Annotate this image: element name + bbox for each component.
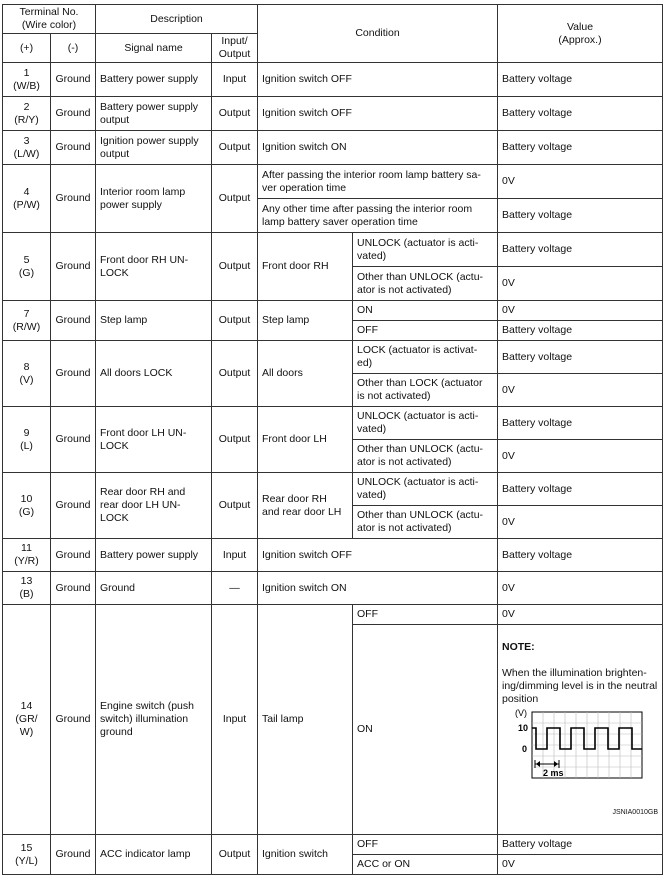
ground-cell: Ground (51, 301, 96, 341)
signal-name-cell: All doors LOCK (96, 341, 212, 407)
ground-cell: Ground (51, 165, 96, 233)
signal-name-cell: Front door RH UN- LOCK (96, 233, 212, 301)
sub-condition-cell: Other than UNLOCK (actu- ator is not activated) (353, 267, 498, 301)
terminal-cell: 13 (B) (3, 572, 51, 605)
sub-condition-cell: OFF (353, 605, 498, 625)
value-cell: Battery voltage (498, 233, 663, 267)
terminal-table (2, 4, 663, 875)
header-terminal-no: Terminal No. (Wire color) (3, 5, 96, 34)
ground-cell: Ground (51, 341, 96, 407)
io-cell: Output (212, 301, 258, 341)
io-cell: Output (212, 165, 258, 233)
value-cell: 0V (498, 855, 663, 875)
value-cell: 0V (498, 267, 663, 301)
condition-cell: All doors (258, 341, 353, 407)
io-cell: Input (212, 63, 258, 97)
ground-cell: Ground (51, 407, 96, 473)
ground-cell: Ground (51, 97, 96, 131)
sub-condition-cell: ON (353, 301, 498, 321)
ground-cell: Ground (51, 835, 96, 875)
terminal-cell: 3 (L/W) (3, 131, 51, 165)
signal-name-cell: Battery power supply (96, 539, 212, 572)
header-condition: Condition (258, 5, 498, 63)
value-cell: Battery voltage (498, 63, 663, 97)
sub-condition-cell: ON (353, 625, 498, 835)
sub-condition-cell: UNLOCK (actuator is acti- vated) (353, 473, 498, 506)
osc-y-label-0: 0 (522, 744, 528, 754)
table-row (3, 97, 663, 131)
io-cell: — (212, 572, 258, 605)
condition-cell: Ignition switch OFF (258, 63, 498, 97)
osc-y-label-10: 10 (518, 723, 529, 733)
io-cell: Input (212, 605, 258, 835)
condition-cell: Front door LH (258, 407, 353, 473)
signal-name-cell: Interior room lamp power supply (96, 165, 212, 233)
value-cell: Battery voltage (498, 539, 663, 572)
io-cell: Output (212, 131, 258, 165)
table-row (3, 835, 663, 855)
condition-cell: Ignition switch (258, 835, 353, 875)
header-input-output: Input/ Output (212, 34, 258, 63)
table-row (3, 165, 663, 199)
value-cell: 0V (498, 374, 663, 407)
ground-cell: Ground (51, 131, 96, 165)
figure-code: JSNIA0010GB (612, 809, 658, 816)
signal-name-cell: Battery power supply (96, 63, 212, 97)
sub-condition-cell: Other than UNLOCK (actu- ator is not activated) (353, 440, 498, 473)
value-cell: Battery voltage (498, 321, 663, 341)
sub-condition-cell: ACC or ON (353, 855, 498, 875)
header-description: Description (96, 5, 258, 34)
terminal-cell: 4 (P/W) (3, 165, 51, 233)
header-signal-name: Signal name (96, 34, 212, 63)
terminal-cell: 10 (G) (3, 473, 51, 539)
condition-cell: Ignition switch ON (258, 572, 498, 605)
condition-cell: Rear door RH and rear door LH (258, 473, 353, 539)
io-cell: Output (212, 97, 258, 131)
terminal-cell: 15 (Y/L) (3, 835, 51, 875)
ground-cell: Ground (51, 473, 96, 539)
table-row (3, 233, 663, 267)
value-cell: Battery voltage (498, 835, 663, 855)
ground-cell: Ground (51, 233, 96, 301)
table-row (3, 301, 663, 321)
signal-name-cell: ACC indicator lamp (96, 835, 212, 875)
condition-cell: After passing the interior room lamp battery sa- ver operation time (258, 165, 498, 199)
table-row (3, 473, 663, 506)
note-title: NOTE: (502, 641, 535, 653)
signal-name-cell: Ignition power supply output (96, 131, 212, 165)
signal-name-cell: Step lamp (96, 301, 212, 341)
table-row (3, 605, 663, 625)
terminal-cell: 11 (Y/R) (3, 539, 51, 572)
condition-cell: Step lamp (258, 301, 353, 341)
value-cell: 0V (498, 440, 663, 473)
osc-unit-label: (V) (515, 708, 527, 718)
condition-cell: Tail lamp (258, 605, 353, 835)
oscilloscope-waveform (502, 708, 652, 792)
io-cell: Output (212, 233, 258, 301)
value-cell: Battery voltage (498, 407, 663, 440)
sub-condition-cell: Other than LOCK (actuator is not activated) (353, 374, 498, 407)
header-plus: (+) (3, 34, 51, 63)
table-row (3, 131, 663, 165)
signal-name-cell: Ground (96, 572, 212, 605)
condition-cell: Any other time after passing the interior room lamp battery saver operation time (258, 199, 498, 233)
table-row (3, 407, 663, 440)
table-row (3, 572, 663, 605)
sub-condition-cell: UNLOCK (actuator is acti- vated) (353, 233, 498, 267)
condition-cell: Ignition switch ON (258, 131, 498, 165)
signal-name-cell: Battery power supply output (96, 97, 212, 131)
table-row (3, 341, 663, 374)
terminal-cell: 8 (V) (3, 341, 51, 407)
value-cell: Battery voltage (498, 199, 663, 233)
ground-cell: Ground (51, 572, 96, 605)
table-row (3, 63, 663, 97)
condition-cell: Front door RH (258, 233, 353, 301)
io-cell: Input (212, 539, 258, 572)
value-cell: 0V (498, 301, 663, 321)
signal-name-cell: Front door LH UN- LOCK (96, 407, 212, 473)
sub-condition-cell: LOCK (actuator is activat- ed) (353, 341, 498, 374)
value-cell: 0V (498, 572, 663, 605)
value-cell: 0V (498, 605, 663, 625)
terminal-cell: 14 (GR/ W) (3, 605, 51, 835)
header-minus: (-) (51, 34, 96, 63)
note-text: When the illumination brighten- ing/dimming level is in the neutral position (502, 667, 658, 705)
value-cell-note (498, 625, 663, 835)
value-cell: Battery voltage (498, 341, 663, 374)
value-cell: 0V (498, 165, 663, 199)
terminal-cell: 9 (L) (3, 407, 51, 473)
ground-cell: Ground (51, 539, 96, 572)
terminal-cell: 2 (R/Y) (3, 97, 51, 131)
terminal-cell: 5 (G) (3, 233, 51, 301)
osc-period-label: 2 ms (543, 768, 564, 778)
io-cell: Output (212, 407, 258, 473)
sub-condition-cell: UNLOCK (actuator is acti- vated) (353, 407, 498, 440)
io-cell: Output (212, 473, 258, 539)
header-value: Value (Approx.) (498, 5, 663, 63)
value-cell: Battery voltage (498, 131, 663, 165)
sub-condition-cell: OFF (353, 835, 498, 855)
ground-cell: Ground (51, 63, 96, 97)
value-cell: Battery voltage (498, 473, 663, 506)
terminal-cell: 1 (W/B) (3, 63, 51, 97)
signal-name-cell: Rear door RH and rear door LH UN- LOCK (96, 473, 212, 539)
io-cell: Output (212, 835, 258, 875)
condition-cell: Ignition switch OFF (258, 97, 498, 131)
condition-cell: Ignition switch OFF (258, 539, 498, 572)
value-cell: 0V (498, 506, 663, 539)
signal-name-cell: Engine switch (push switch) illumination ground (96, 605, 212, 835)
value-cell: Battery voltage (498, 97, 663, 131)
io-cell: Output (212, 341, 258, 407)
sub-condition-cell: OFF (353, 321, 498, 341)
ground-cell: Ground (51, 605, 96, 835)
terminal-cell: 7 (R/W) (3, 301, 51, 341)
sub-condition-cell: Other than UNLOCK (actu- ator is not activated) (353, 506, 498, 539)
table-row (3, 539, 663, 572)
